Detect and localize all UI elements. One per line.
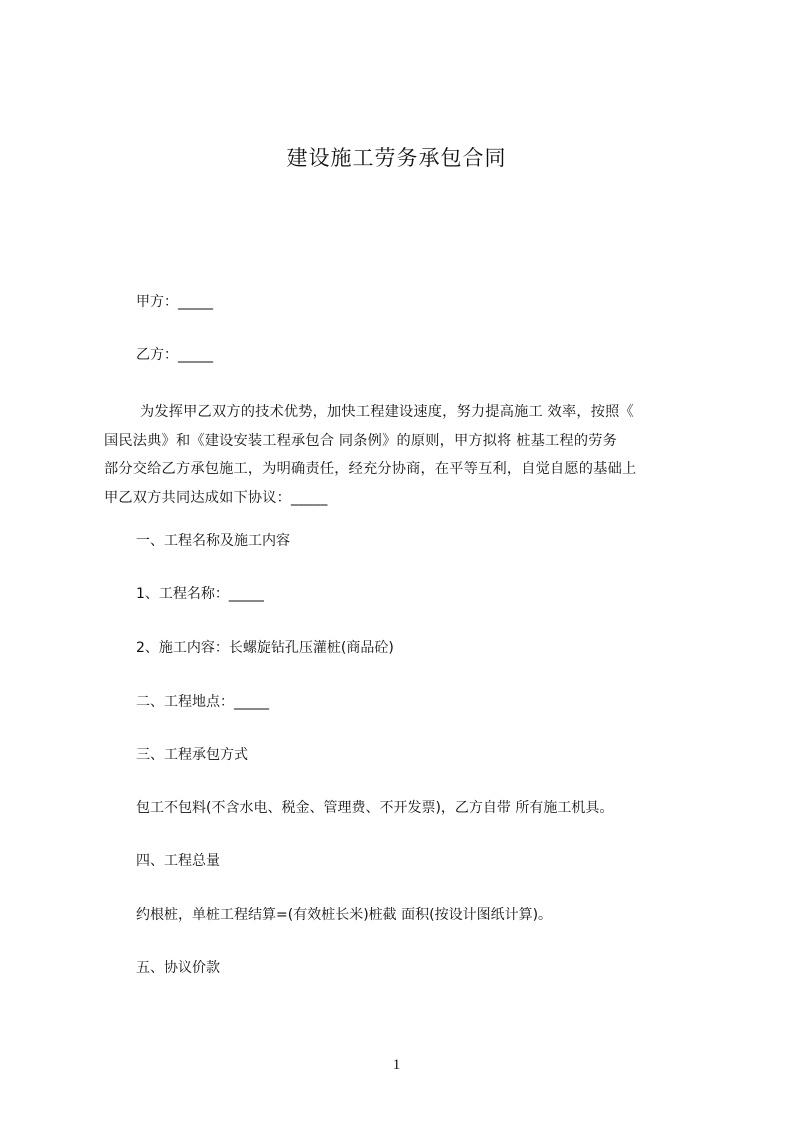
- section-3-heading: 三、工程承包方式: [136, 747, 248, 763]
- preamble-line: 国民法典》和《建设安装工程承包合 同条例》的原则，甲方拟将 桩基工程的劳务: [104, 432, 617, 449]
- section-1-heading: 一、工程名称及施工内容: [136, 533, 290, 549]
- preamble-line: 为发挥甲乙双方的技术优势，加快工程建设速度，努力提高施工 效率，按照《: [140, 404, 634, 420]
- section-4-body: 约根桩，单桩工程结算=(有效桩长米)桩截 面积(按设计图纸计算)。: [136, 907, 553, 923]
- preamble-paragraph: [104, 398, 694, 512]
- document-title: 建设施工劳务承包合同: [286, 146, 507, 170]
- section-5-heading: 五、协议价款: [136, 960, 220, 976]
- page-number: 1: [392, 1057, 401, 1073]
- party-a-line: 甲方：_____: [136, 294, 213, 310]
- section-4-heading: 四、工程总量: [136, 853, 220, 869]
- preamble-line: 部分交给乙方承包施工，为明确责任，经充分协商，在平等互利，自觉自愿的基础上: [104, 461, 637, 478]
- section-3-body: 包工不包料(不含水电、税金、管理费、不开发票)，乙方自带 所有施工机具。: [136, 800, 614, 816]
- item-2-construction-content: 2、施工内容：长螺旋钻孔压灌桩(商品砼): [136, 640, 394, 656]
- section-2-location: 二、工程地点：_____: [136, 694, 269, 710]
- preamble-line: 甲乙双方共同达成如下协议：_____: [104, 489, 328, 506]
- party-b-line: 乙方：_____: [136, 347, 213, 363]
- item-1-project-name: 1、工程名称：_____: [136, 586, 264, 602]
